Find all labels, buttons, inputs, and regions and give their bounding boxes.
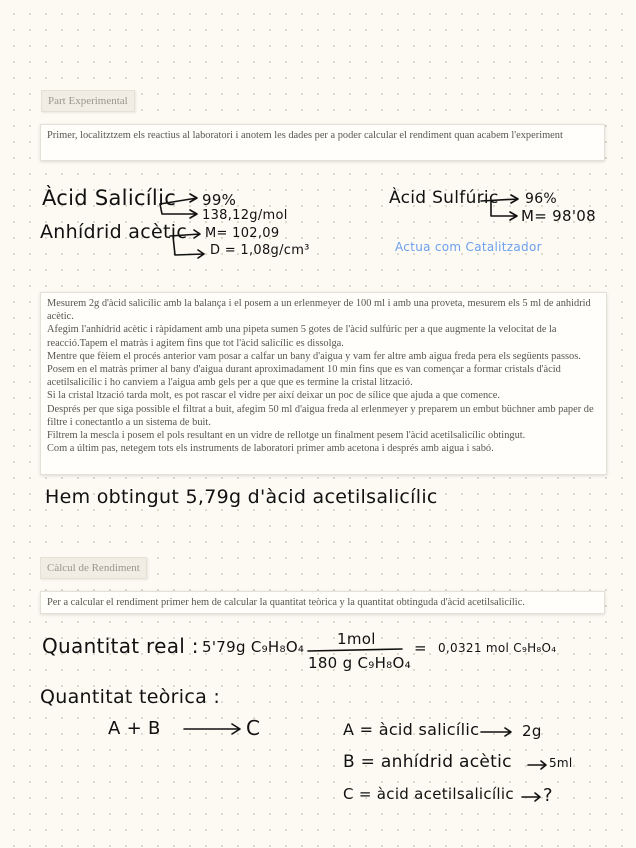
procedure-step: Després per que siga possible el filtrat a buit, afegim 50 ml d'aigua freda al erlenmeyer y preparem un embut büchner amb paper de filtre i conectantlo a un sistema de buit.	[47, 403, 594, 428]
hand-c-def: C = àcid acetilsalicílic	[343, 785, 514, 803]
hand-result-note: Hem obtingut 5,79g d'àcid acetilsalicílic	[45, 486, 438, 508]
procedure-step: Posem en el matràs primer al bany d'aigua durant aproximadament 10 min fins que es van començar a formar cristals d'àcid acetilsalicílic i ho canviem a l'aigua amb gels per a que que es termine la cristal lització.	[47, 364, 561, 389]
hand-reaction-rhs: C	[246, 716, 261, 740]
procedure-step: Filtrem la mescla i posem el pols resultant en un vidre de rellotge un finalment pesem l'àcid acetilsalicílic obtingut.	[47, 430, 526, 442]
procedure-step: Afegim l'anhídrid acètic i ràpidament amb una pipeta sumen 5 gotes de l'àcid sulfúric per a que augmente la velocitat de la reacció.Tapem el matràs i agitem fins que tot l'àcid salicílic es dissolga.	[47, 324, 557, 349]
hand-c-val: ?	[543, 785, 553, 806]
intro-text: Primer, localitztzem els reactius al laboratori i anotem les dades per a poder calcular el rendiment quan acabem l'experiment	[47, 130, 563, 141]
procedure-box	[40, 292, 607, 475]
hand-real-mass: 5'79g C₉H₈O₄	[202, 638, 305, 656]
hand-acid-salicilic-molar: 138,12g/mol	[202, 208, 288, 223]
rendiment-intro-text: Per a calcular el rendiment primer hem de calcular la quantitat teòrica y la quantitat obtinguda d'àcid acetilsalicílic.	[47, 597, 525, 608]
hand-acid-sulfuric: Àcid Sulfúric	[389, 188, 499, 208]
hand-anhidrid-molar: M= 102,09	[205, 226, 280, 241]
procedure-step: Mentre que fèiem el procés anterior vam posar a calfar un bany d'aigua y vam fer altre amb aigua freda pera els següents passos.	[47, 350, 581, 362]
arrow-icon	[522, 793, 540, 801]
procedure-step: Mesurem 2g d'àcid salicílic amb la balança i el posem a un erlenmeyer de 100 ml i amb una proveta, mesurem els 5 ml de anhidrid acètic.	[47, 298, 591, 323]
hand-teorica-label: Quantitat teòrica :	[40, 686, 221, 708]
section-heading-part-experimental: Part Experimental	[41, 90, 135, 112]
hand-b-val: 5ml	[549, 756, 573, 770]
hand-real-label: Quantitat real :	[42, 634, 199, 658]
hand-equals: =	[414, 639, 427, 657]
procedure-step: Si la cristal ltzació tarda molt, es pot rascar el vidre per així deixar un poc de sílice que ajuda a que comence.	[47, 390, 500, 402]
section-heading-calcul-rendiment: Càlcul de Rendiment	[40, 557, 147, 579]
rendiment-intro-box	[40, 591, 605, 614]
hand-fraction-den: 180 g C₉H₈O₄	[308, 654, 411, 672]
hand-acid-sulfuric-purity: 96%	[525, 191, 558, 207]
hand-acid-sulfuric-molar: M= 98'08	[521, 207, 596, 225]
hand-catalyst-note: Actua com Catalitzador	[395, 240, 542, 254]
hand-acid-salicilic-purity: 99%	[202, 191, 237, 209]
hand-acid-salicilic: Àcid Salicílic	[42, 186, 177, 210]
arrow-icon	[528, 761, 546, 769]
hand-a-val: 2g	[522, 722, 542, 740]
arrow-icon	[173, 236, 204, 258]
arrow-icon	[170, 230, 200, 238]
hand-a-def: A = àcid salicílic	[343, 720, 480, 739]
hand-fraction-num: 1mol	[337, 630, 376, 648]
procedure-step: Com a últim pas, netegem tots els instruments de laboratori primer amb acetona i després amb aigua i sabó.	[47, 443, 494, 455]
arrow-icon	[491, 201, 517, 220]
arrow-icon	[160, 194, 197, 204]
arrow-icon	[184, 724, 240, 734]
hand-anhidrid-density: D = 1,08g/cm³	[210, 243, 310, 258]
arrow-icon	[481, 195, 518, 203]
hand-anhidrid: Anhídrid acètic	[40, 221, 188, 243]
hand-reaction-lhs: A + B	[108, 718, 161, 739]
fraction-bar	[308, 649, 402, 651]
hand-b-def: B = anhídrid acètic	[343, 752, 512, 772]
arrow-icon	[481, 728, 511, 736]
arrow-icon	[160, 204, 197, 218]
hand-real-result: 0,0321 mol C₉H₈O₄	[438, 641, 557, 655]
